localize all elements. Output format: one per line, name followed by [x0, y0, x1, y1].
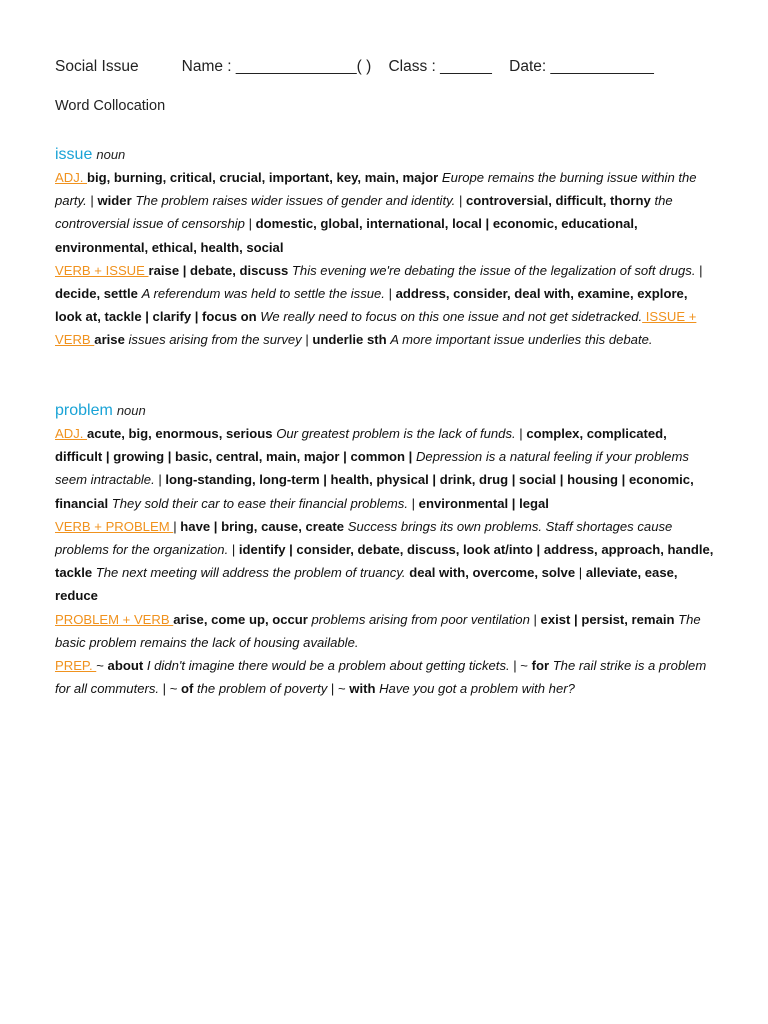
category-label: ADJ.	[55, 426, 88, 441]
example-text: issues arising from the survey	[128, 332, 302, 348]
collocate-text: exist | persist, remain	[540, 611, 679, 627]
part-of-speech: noun	[116, 403, 146, 418]
example-text: The next meeting will address the problem of truancy.	[95, 565, 406, 581]
example-text: This evening we're debating the issue of the legalization of soft drugs.	[291, 262, 696, 278]
collocate-text: raise | debate, discuss	[148, 262, 292, 278]
class-field-label: Class : ______	[388, 58, 492, 75]
example-text: problems arising from poor ventilation	[311, 611, 530, 627]
example-text: The rail strike is a problem for all commuters.	[55, 658, 707, 697]
category-label: ADJ.	[55, 170, 88, 185]
category-label: PROBLEM + VERB	[55, 611, 174, 627]
example-text: the controversial issue of censorship	[55, 193, 673, 232]
example-text: A more important issue underlies this debate.	[390, 332, 653, 348]
collocate-text: for	[531, 658, 553, 674]
example-text: Have you got a problem with her?	[379, 681, 575, 697]
separator-text: |	[575, 565, 586, 581]
example-text: They sold their car to ease their financial problems.	[111, 495, 408, 511]
separator-text: |	[301, 332, 313, 348]
part-of-speech: noun	[96, 147, 126, 162]
collocate-text: alleviate, ease, reduce	[55, 565, 678, 604]
category-label: VERB + PROBLEM	[55, 518, 174, 534]
worksheet-subtitle: Word Collocation	[55, 98, 166, 114]
separator-text: | ~	[327, 681, 350, 697]
category-label: VERB + ISSUE	[55, 262, 149, 278]
collocate-text: controversial, difficult, thorny	[466, 193, 655, 209]
collocate-text: of	[181, 681, 198, 697]
collocate-text: big, burning, critical, crucial, important, key, main, major	[87, 170, 442, 185]
category-label: PREP.	[55, 658, 97, 674]
example-text: We really need to focus on this one issue and not get sidetracked.	[260, 309, 643, 325]
example-text: A referendum was held to settle the issue.	[141, 286, 385, 302]
worksheet-header	[55, 58, 735, 76]
separator-text: ~	[96, 658, 108, 674]
separator-text: |	[228, 542, 239, 558]
separator-text: |	[244, 216, 256, 232]
entry-issue	[55, 144, 715, 352]
collocate-text: acute, big, enormous, serious	[87, 426, 277, 441]
category-label: ISSUE + VERB	[55, 309, 697, 348]
example-text: I didn't imagine there would be a problem about getting tickets.	[146, 658, 510, 674]
separator-text: | ~	[159, 681, 182, 697]
collocation-body	[55, 166, 715, 352]
collocate-text: decide, settle	[55, 286, 142, 302]
collocate-text: domestic, global, international, local | economic, educational, environmental, ethical, health, social	[55, 216, 638, 255]
collocate-text: identify | consider, debate, discuss, look at/into | address, approach, handle, tackle	[55, 542, 714, 581]
separator-text: |	[173, 518, 181, 534]
headword: problem	[55, 402, 113, 419]
separator-text: |	[384, 286, 396, 302]
collocate-text: underlie sth	[312, 332, 391, 348]
collocate-text: arise	[94, 332, 129, 348]
collocate-text: with	[349, 681, 380, 697]
name-field-label: Name : ______________( )	[181, 58, 372, 75]
collocate-text: wider	[97, 193, 136, 209]
collocate-text: long-standing, long-term | health, physical | drink, drug | social | housing | economic, financial	[55, 472, 694, 511]
example-text: the problem of poverty	[197, 681, 328, 697]
separator-text: |	[154, 472, 166, 488]
collocate-text: arise, come up, occur	[173, 611, 312, 627]
separator-text: | ~	[509, 658, 532, 674]
collocate-text: complex, complicated, difficult | growing | basic, central, main, major | common |	[55, 426, 667, 465]
date-field-label: Date: ____________	[509, 58, 654, 75]
separator-text: |	[86, 193, 98, 209]
separator-text: |	[455, 193, 466, 209]
entry-problem	[55, 400, 715, 700]
collocate-text: environmental | legal	[418, 495, 549, 511]
example-text: The basic problem remains the lack of housing available.	[55, 611, 701, 650]
headword-line	[55, 144, 715, 166]
separator-text: |	[695, 262, 703, 278]
headword: issue	[55, 146, 93, 163]
separator-text: |	[515, 426, 527, 441]
headword-line	[55, 400, 715, 422]
example-text: Success brings its own problems. Staff shortages cause problems for the organization.	[55, 518, 673, 558]
collocate-text: about	[107, 658, 147, 674]
example-text: Our greatest problem is the lack of funds.	[276, 426, 516, 441]
example-text: Depression is a natural feeling if your problems seem intractable.	[55, 449, 689, 488]
social-issue-title: Social Issue	[55, 58, 139, 75]
collocate-text: address, consider, deal with, examine, explore, look at, tackle | clarify | focus on	[55, 286, 688, 325]
separator-text: |	[407, 495, 419, 511]
example-text: The problem raises wider issues of gender and identity.	[135, 193, 456, 209]
collocate-text: deal with, overcome, solve	[409, 565, 576, 581]
example-text: Europe remains the burning issue within the party.	[55, 170, 697, 209]
collocate-text: have | bring, cause, create	[180, 518, 348, 534]
separator-text: |	[529, 611, 541, 627]
collocation-body	[55, 422, 715, 700]
